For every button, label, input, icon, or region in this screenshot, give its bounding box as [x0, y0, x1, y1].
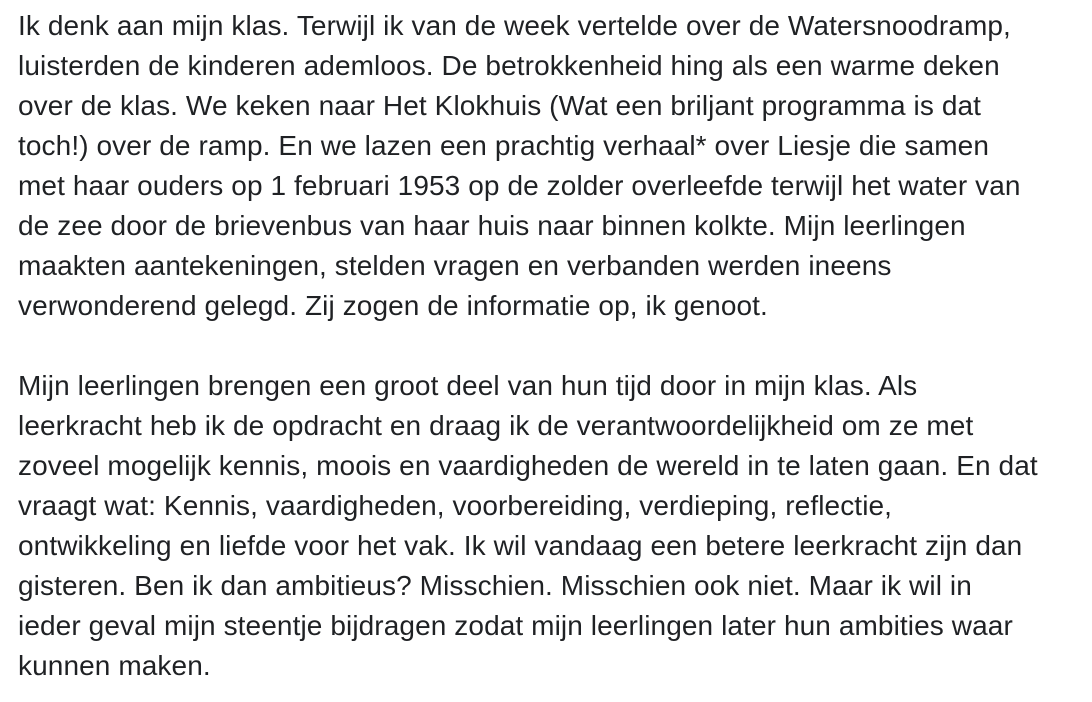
- text-line: maakten aantekeningen, stelden vragen en verbanden werden ineens: [18, 250, 892, 281]
- paragraph: [18, 6, 1078, 326]
- text-line: ieder geval mijn steentje bijdragen zodat mijn leerlingen later hun ambities waar: [18, 610, 1013, 641]
- text-line: leerkracht heb ik de opdracht en draag ik de verantwoordelijkheid om ze met: [18, 410, 974, 441]
- text-line: verwonderend gelegd. Zij zogen de informatie op, ik genoot.: [18, 290, 768, 321]
- text-line: Mijn leerlingen brengen een groot deel van hun tijd door in mijn klas. Als: [18, 370, 918, 401]
- text-line: ontwikkeling en liefde voor het vak. Ik wil vandaag een betere leerkracht zijn dan: [18, 530, 1023, 561]
- text-line: luisterden de kinderen ademloos. De betrokkenheid hing als een warme deken: [18, 50, 1000, 81]
- text-line: gisteren. Ben ik dan ambitieus? Misschien. Misschien ook niet. Maar ik wil in: [18, 570, 972, 601]
- text-line: Ik denk aan mijn klas. Terwijl ik van de week vertelde over de Watersnoodramp,: [18, 10, 1011, 41]
- text-line: kunnen maken.: [18, 650, 211, 681]
- text-line: de zee door de brievenbus van haar huis naar binnen kolkte. Mijn leerlingen: [18, 210, 966, 241]
- text-line: zoveel mogelijk kennis, moois en vaardigheden de wereld in te laten gaan. En dat: [18, 450, 1038, 481]
- paragraph: [18, 366, 1078, 686]
- text-line: vraagt wat: Kennis, vaardigheden, voorbereiding, verdieping, reflectie,: [18, 490, 893, 521]
- text-line: met haar ouders op 1 februari 1953 op de zolder overleefde terwijl het water van: [18, 170, 1021, 201]
- text-line: over de klas. We keken naar Het Klokhuis (Wat een briljant programma is dat: [18, 90, 982, 121]
- text-line: toch!) over de ramp. En we lazen een prachtig verhaal* over Liesje die samen: [18, 130, 990, 161]
